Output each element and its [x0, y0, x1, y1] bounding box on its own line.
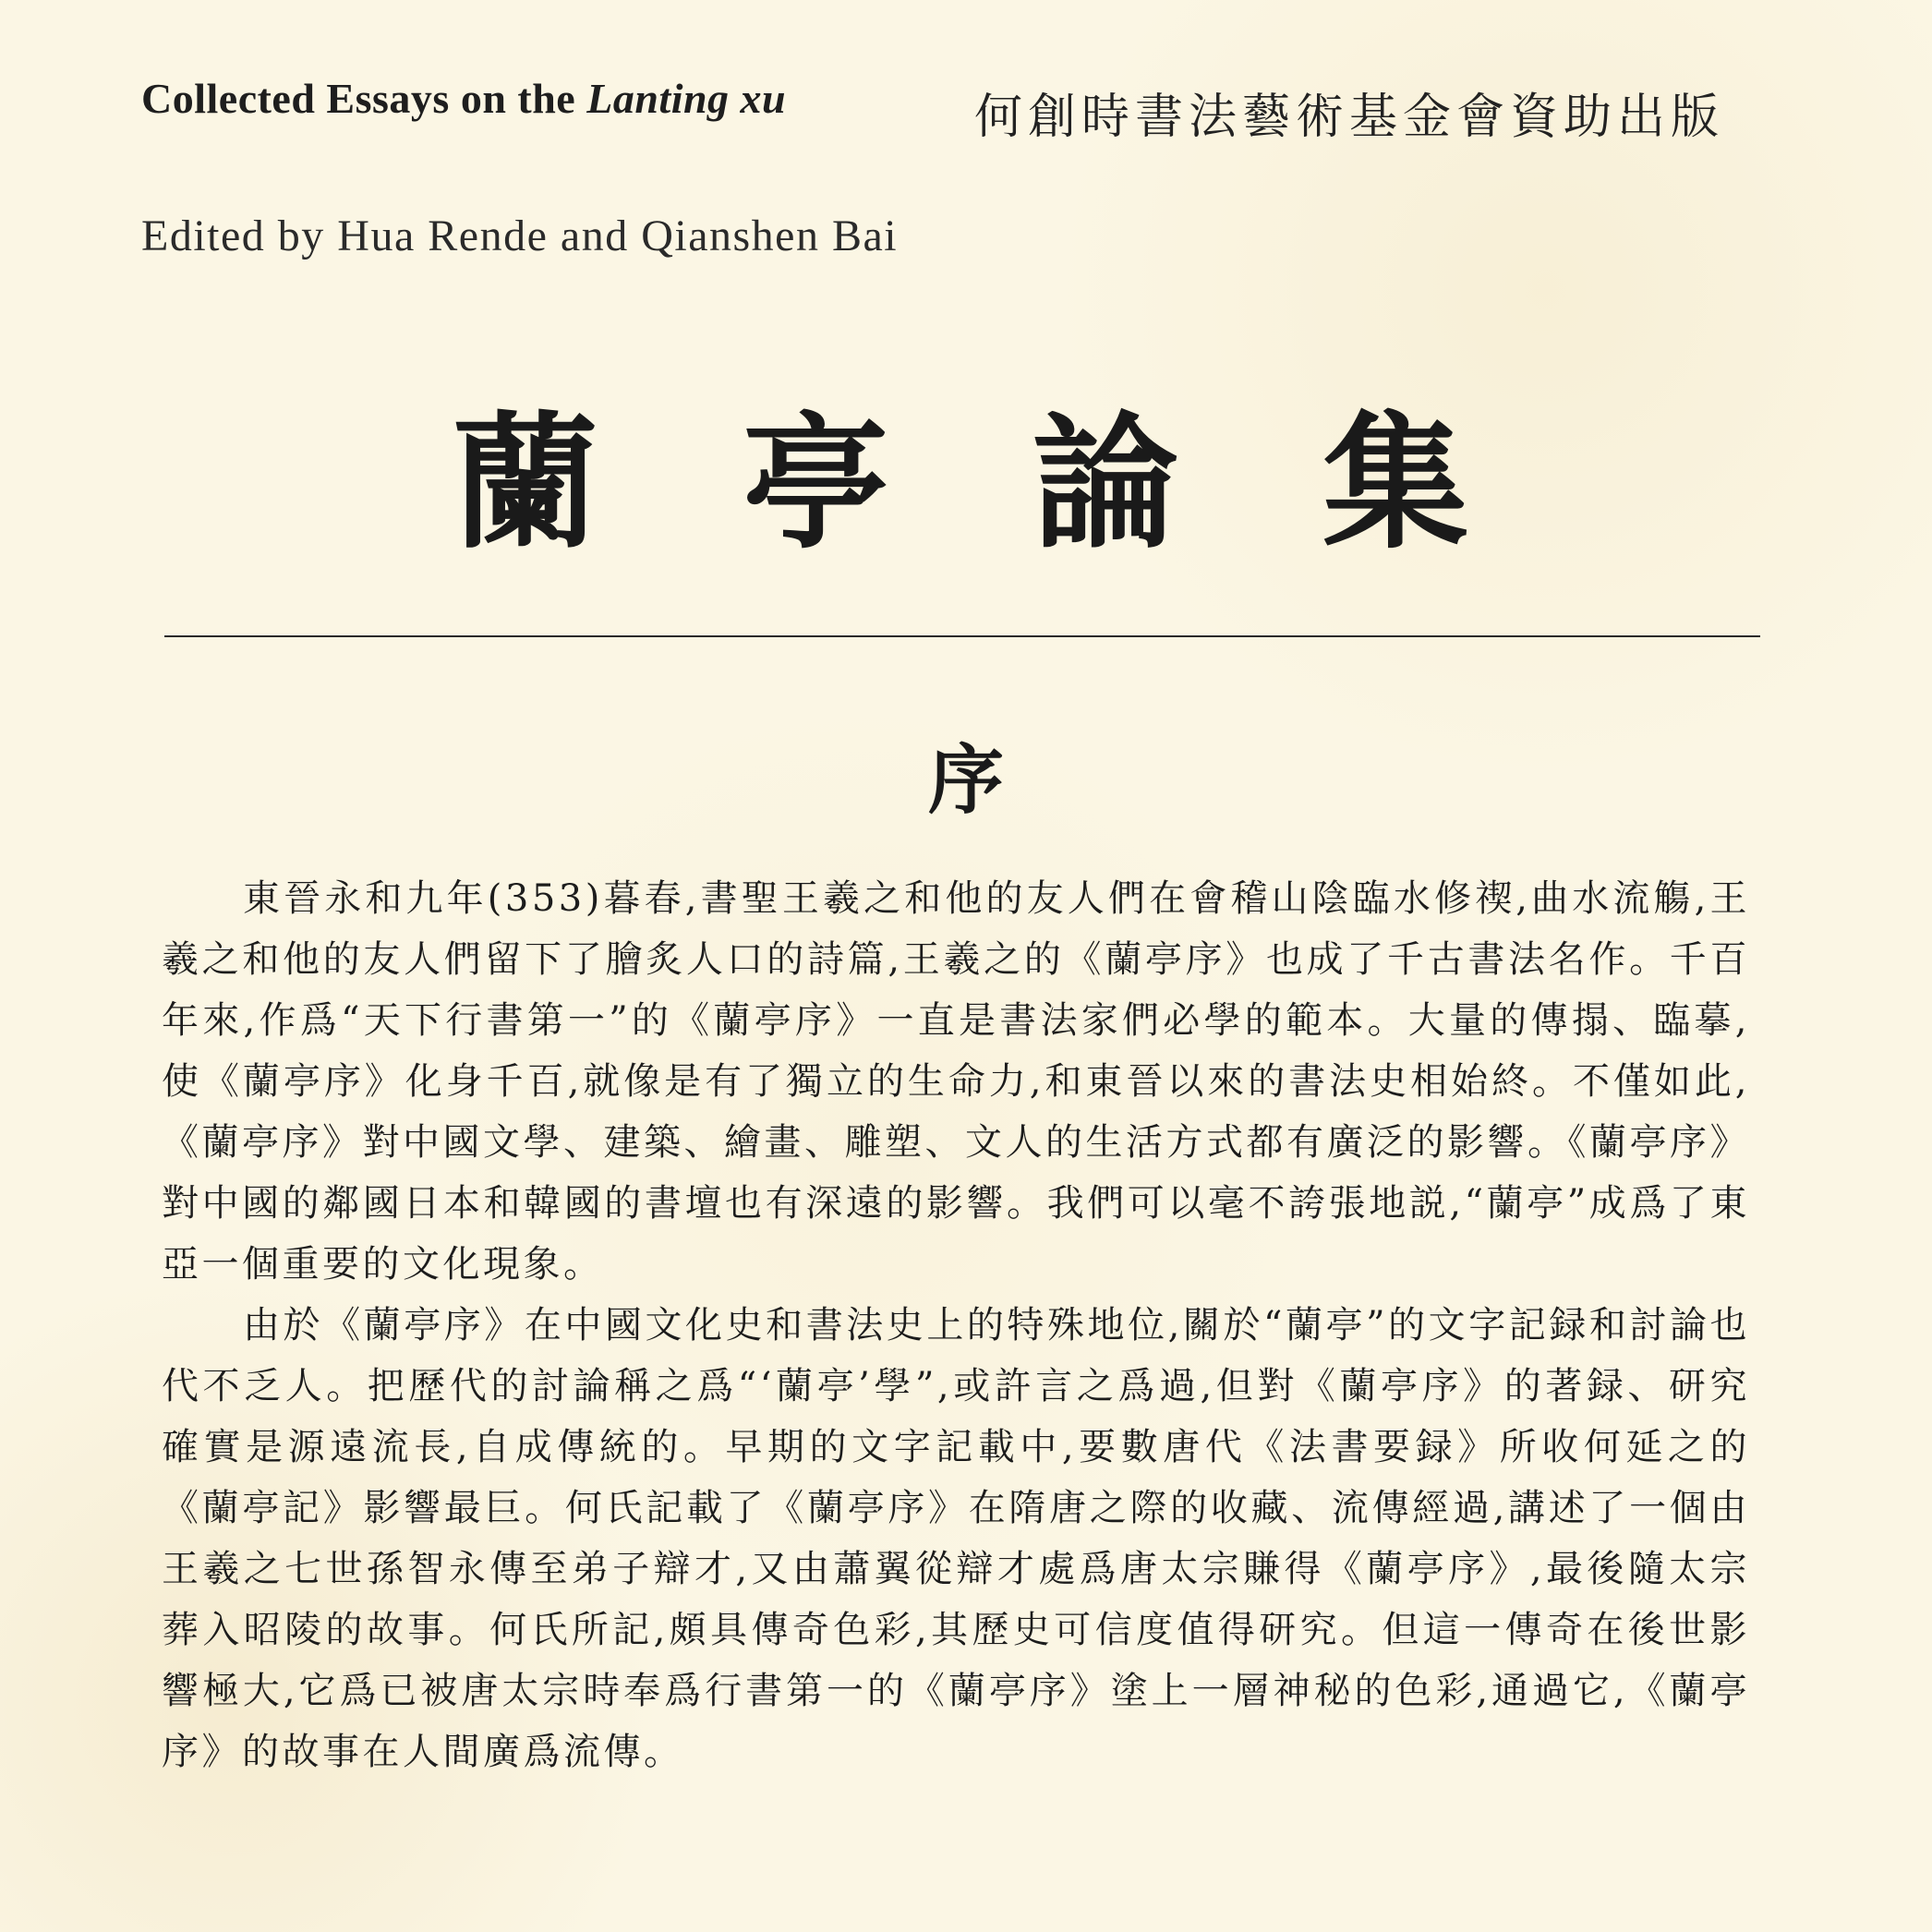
english-title-italic: Lanting xu — [586, 75, 787, 122]
book-title — [453, 398, 1468, 569]
editors-line: Edited by Hua Rende and Qianshen Bai — [141, 211, 899, 260]
preface-title: 序 — [927, 736, 1004, 825]
book-title-char: 亭 — [743, 398, 888, 569]
preface-paragraph: 由於《蘭亭序》在中國文化史和書法史上的特殊地位,關於“蘭亭”的文字記録和討論也代不乏人。把歷代的討論稱之爲“‘蘭亭’學”,或許言之爲過,但對《蘭亭序》的著録、研究確實是源遠流長,自成傳統的。早期的文字記載中,要數唐代《法書要録》所收何延之的《蘭亭記》影響最巨。何氏記載了《蘭亭序》在隋唐之際的收藏、流傳經過,講述了一個由王羲之七世孫智永傳至弟子辯才,又由蕭翼從辯才處爲唐太宗賺得《蘭亭序》,最後隨太宗葬入昭陵的故事。何氏所記,頗具傳奇色彩,其歷史可信度值得研究。但這一傳奇在後世影響極大,它爲已被唐太宗時奉爲行書第一的《蘭亭序》塗上一層神秘的色彩,通過它,《蘭亭序》的故事在人間廣爲流傳。 — [162, 1304, 1750, 1773]
english-title — [141, 74, 786, 123]
book-title-char: 論 — [1032, 398, 1178, 569]
preface-body — [162, 868, 1750, 1782]
book-title-char: 集 — [1322, 398, 1468, 569]
sponsor-line: 何創時書法藝術基金會資助出版 — [974, 90, 1725, 145]
horizontal-divider — [164, 635, 1760, 637]
english-title-prefix: Collected Essays on the — [141, 75, 587, 122]
book-title-char: 蘭 — [453, 398, 598, 569]
preface-paragraph: 東晉永和九年(353)暮春,書聖王羲之和他的友人們在會稽山陰臨水修禊,曲水流觴,王羲之和他的友人們留下了膾炙人口的詩篇,王羲之的《蘭亭序》也成了千古書法名作。千百年來,作爲“天下行書第一”的《蘭亭序》一直是書法家們必學的範本。大量的傳搨、臨摹,使《蘭亭序》化身千百,就像是有了獨立的生命力,和東晉以來的書法史相始終。不僅如此,《蘭亭序》對中國文學、建築、繪畫、雕塑、文人的生活方式都有廣泛的影響。《蘭亭序》對中國的鄰國日本和韓國的書壇也有深遠的影響。我們可以毫不誇張地説,“蘭亭”成爲了東亞一個重要的文化現象。 — [162, 877, 1750, 1286]
